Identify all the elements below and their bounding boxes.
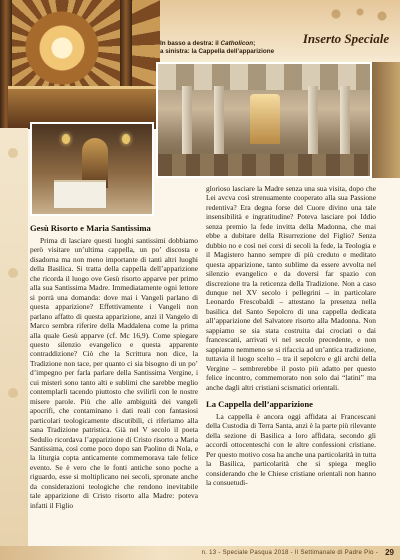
chapel-lamp bbox=[62, 134, 70, 144]
left-column-heading: Gesù Risorto e Maria Santissima bbox=[30, 223, 151, 233]
left-column bbox=[30, 222, 198, 510]
left-column-paragraph: Prima di lasciare questi luoghi santissimi dobbiamo però visitare un’ultima cappella, un po’ discosta e disadorna ma non meno importante di tanti altri luoghi della Basilica. Si tratta della cappella dell’apparizione che ricorda il luogo ove Gesù risorto apparve per primo alla sua Santissima Madre. Immediatamente ogni lettore si porrà una domanda: dove mai i Vangeli parlano di questa apparizione? Effettivamente i Vangeli non parlano affatto di questa apparizione, anzi il Vangelo di Marco sembra riferire della Maddalena come la prima alla quale Gesù apparve (cf. Mc 16,9). Come spiegare questo silenzio evangelico e questa apparente contraddizione? Ciò che la Scrittura non dice, la Tradizione non tace, per quanto ci sia bisogno di un po’ d’impegno per farla parlare della Santissima Vergine, i cui misteri sono tanto alti e sublimi che sarebbe meglio contemplarli tacendo piuttosto che svilirli con le nostre misere parole. Più che alle ambiguità dei vangeli apocrifi, che contaminano i dati reali con fantasiosi particolari teologicamente discutibili, ci riferiamo alla sana Tradizione patristica. Già nel V secolo il poeta Sedulio ricordava l’apparizione di Cristo risorto a Maria Santissima, così come poco dopo san Paolino di Nola, e la liturgia copta anticamente commemorava tale felice evento. Se è vero che le fonti antiche sono poche a riguardo, esse si moltiplicano nei secoli, spronate anche da considerazioni teologiche che rendono inevitabile tale apparizione di Cristo risorto alla Madre: poteva infatti il Figlio bbox=[30, 236, 198, 510]
chapel-of-apparition-photo bbox=[30, 122, 154, 216]
nave-sanctuary bbox=[250, 94, 280, 144]
side-photo-edge bbox=[372, 62, 400, 178]
footer-text: n. 13 - Speciale Pasqua 2018 - Il Settimanale di Padre Pio - bbox=[201, 550, 378, 556]
dome-mosaic-photo bbox=[0, 0, 162, 128]
section-header: Inserto Speciale bbox=[302, 31, 390, 46]
nave-column bbox=[308, 86, 318, 160]
caption-line1-bold: In basso a destra: il bbox=[160, 40, 219, 47]
right-column bbox=[206, 184, 376, 488]
page-footer bbox=[0, 546, 400, 560]
chapel-altar bbox=[54, 180, 106, 208]
right-column-paragraph-2: La cappella è ancora oggi affidata ai Francescani della Custodia di Terra Santa, anzi è la parte più rilevante della sezione di Basilica a loro affidata, secondo gli accordi ottocenteschi con le altre confessioni cristiane. Per questo motivo cosa ha anche una particolarità in tutta la Basilica, particolarità che si spiega meglio considerando che le Chiese cristiane orientali non hanno la consuetudi- bbox=[206, 411, 376, 488]
caption-line2-bold: a sinistra: la Cappella dell’apparizione bbox=[160, 48, 275, 55]
caption-line1-end: ; bbox=[253, 40, 256, 47]
caption-line1-italic: Catholicon bbox=[220, 40, 254, 47]
ornament-vine bbox=[326, 4, 396, 26]
nave-column bbox=[182, 86, 192, 160]
strip-ornament bbox=[8, 268, 18, 278]
right-column-paragraph-1: glorioso lasciare la Madre senza una sua visita, dopo che Lei avcva così strenuamente cooperato alla sua Passione redentiva? Era degna forse del Cuore divino una tale insensibilità e ingratitudine? Poteva lasciare poi Iddio senza premio la fede invitta della Madonna, che mai ebbe a dubitare della Risurrezione del Figlio? Senza dubbio no e così nei corsi di secoli la fede, la Teologia e il Magistero hanno sempre di più creduto e meditato questa apparizione, tanto sublime da essere avvolta nel silenzio evangelico e da doversi far spazio con discrezione tra la reticenza della Tradizione. Non a caso dunque nel XV secolo i pellegrini – in particolare Leonardo Frescobaldi – attestano la presenza nella basilica del Santo Sepolcro di una cappella dedicata all’apparizione del Salvatore risorto alla Madonna. Non sappiamo se sia stata costruita dai crociati o dai francescani, arrivati vi nel secolo precedente, e non sappiamo nemmeno se si rifaccia ad un’antica tradizione, tuttavia il luogo scelto – tra il sepolcro e gli archi della Vergine – sembrerebbe il posto più adatto per questo felice incontro, commemorato non solo dai “latini” ma anche dagli altri cristiani scismatici orientali. bbox=[206, 184, 376, 392]
photo-caption bbox=[160, 40, 300, 56]
page-number: 29 bbox=[385, 548, 394, 557]
nave-column bbox=[214, 86, 224, 160]
strip-ornament bbox=[8, 148, 18, 158]
catholicon-nave-photo bbox=[156, 62, 372, 178]
nave-column bbox=[340, 86, 350, 160]
strip-ornament bbox=[8, 388, 18, 398]
nave-floor bbox=[158, 154, 370, 176]
left-decorative-strip bbox=[0, 128, 28, 546]
right-column-heading: La Cappella dell’apparizione bbox=[206, 398, 313, 409]
chapel-lamp bbox=[122, 134, 130, 144]
